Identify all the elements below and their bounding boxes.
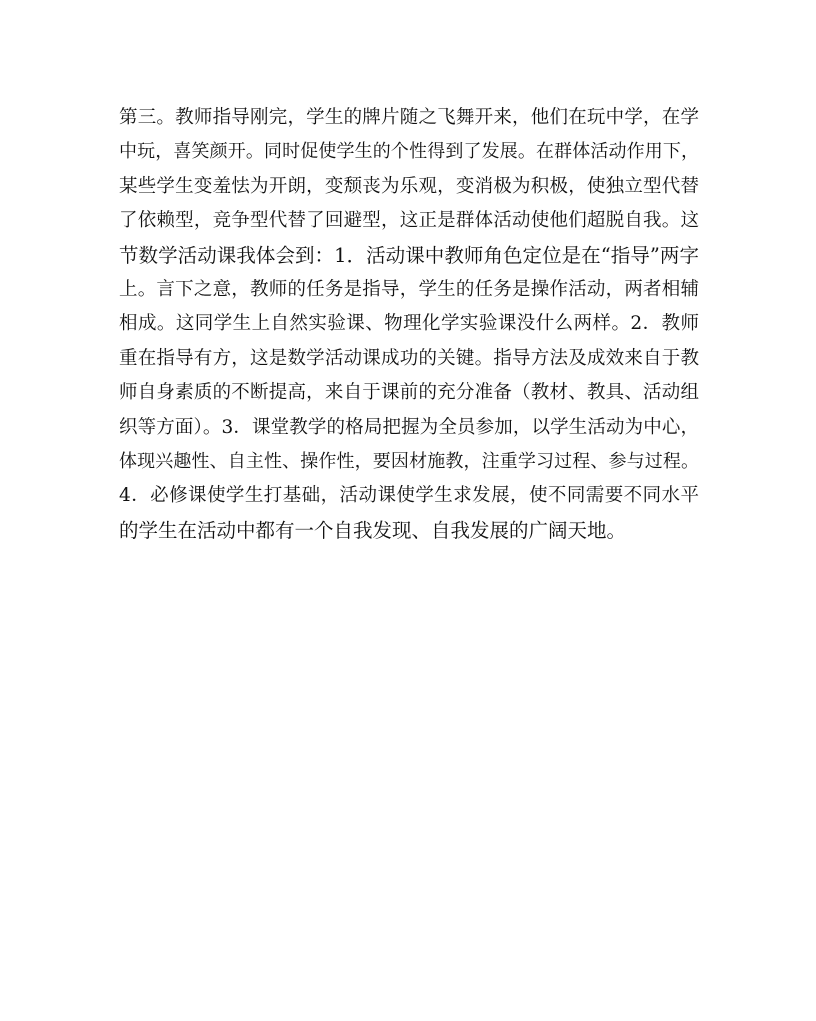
text-line: 上。言下之意，教师的任务是指导，学生的任务是操作活动，两者相辅 [119, 278, 699, 300]
body-paragraph [119, 101, 699, 548]
text-line: 相成。这同学生上自然实验课、物理化学实验课没什么两样。2．教师 [119, 313, 699, 335]
text-line: 重在指导有方，这是数学活动课成功的关键。指导方法及成效来自于教 [119, 347, 699, 369]
text-line: 第三。教师指导刚完，学生的牌片随之飞舞开来，他们在玩中学，在学 [119, 107, 699, 128]
text-line: 某些学生变羞怯为开朗，变颓丧为乐观，变消极为积极，使独立型代替 [119, 175, 699, 197]
text-line: 师自身素质的不断提高，来自于课前的充分准备（教材、教具、活动组 [119, 382, 699, 404]
text-line: 4．必修课使学生打基础，活动课使学生求发展，使不同需要不同水平 [119, 485, 699, 507]
text-line: 织等方面）。3．课堂教学的格局把握为全员参加，以学生活动为中心， [119, 416, 699, 438]
text-line: 体现兴趣性、自主性、操作性，要因材施教，注重学习过程、参与过程。 [119, 450, 699, 472]
text-line: 中玩，喜笑颜开。同时促使学生的个性得到了发展。在群体活动作用下， [119, 141, 699, 163]
text-line: 了依赖型，竞争型代替了回避型，这正是群体活动使他们超脱自我。这 [119, 210, 699, 232]
text-line: 的学生在活动中都有一个自我发现、自我发展的广阔天地。 [119, 518, 627, 542]
text-line: 节数学活动课我体会到：1．活动课中教师角色定位是在“指导”两字 [119, 243, 699, 267]
